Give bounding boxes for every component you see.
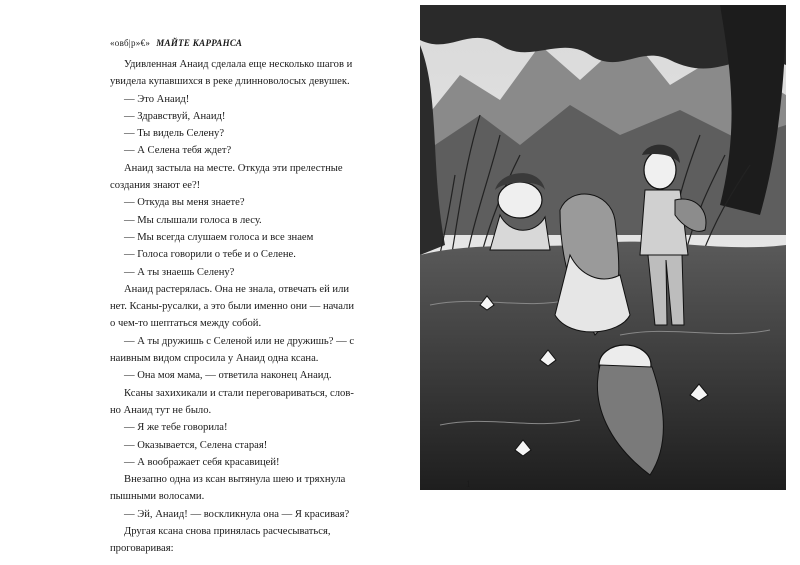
running-head-ornament: «овб|р»€»	[110, 38, 151, 48]
text-line: пышными волосами.	[110, 491, 205, 503]
text-line: — Мы слышали голоса в лесу.	[124, 214, 262, 226]
text-line: — А воображает себя красавицей!	[124, 456, 280, 468]
right-page	[420, 5, 786, 490]
text-line: увидела купавшихся в реке длинноволосых девушек.	[110, 76, 350, 88]
text-line: — Мы всегда слушаем голоса и все знаем	[124, 231, 314, 243]
left-page	[110, 30, 410, 555]
text-line: — А ты дружишь с Селеной или не дружишь? — с	[124, 335, 355, 347]
text-line: — А Селена тебя ждет?	[124, 145, 232, 157]
text-line: — Я же тебе говорила!	[124, 422, 228, 434]
text-line: Удивленная Анаид сделала еще несколько шагов и	[124, 59, 353, 70]
text-line: Ксаны захихикали и стали переговариваться, слов-	[124, 387, 354, 399]
page-number: 1	[466, 479, 471, 489]
text-line: — Откуда вы меня знаете?	[124, 197, 245, 209]
illustration	[420, 5, 786, 490]
text-line: — Оказывается, Селена старая!	[124, 439, 268, 451]
text-line: — Голоса говорили о тебе и о Селене.	[124, 249, 296, 261]
running-head	[110, 38, 242, 48]
text-line: — Это Анаид!	[124, 93, 190, 105]
text-line: но Анаид тут не было.	[110, 404, 212, 416]
text-line: наивным видом спросила у Анаид одна ксана.	[110, 353, 319, 365]
text-line: о чем-то шептаться между собой.	[110, 318, 262, 330]
text-line: Внезапно одна из ксан вытянула шею и тряхнула	[124, 474, 346, 486]
text-line: — Здравствуй, Анаид!	[124, 110, 226, 122]
text-line: Анаид застыла на месте. Откуда эти прелестные	[124, 162, 343, 174]
text-line: — А ты знаешь Селену?	[124, 266, 235, 278]
text-line: — Ты видель Селену?	[124, 128, 225, 140]
text-line: — Эй, Анаид! — воскликнула она — Я красивая?	[124, 508, 350, 520]
text-line: — Она моя мама, — ответила наконец Анаид.	[124, 370, 332, 382]
text-line: Другая ксана снова принялась расчесываться,	[124, 526, 331, 538]
text-line: проговаривая:	[110, 543, 174, 555]
text-line: Анаид растерялась. Она не знала, отвечать ей или	[124, 283, 350, 295]
body-text	[110, 56, 398, 558]
text-line: нет. Ксаны-русалки, а это были именно они — начали	[110, 301, 354, 313]
text-line: создания знают ее?!	[110, 180, 201, 192]
running-head-title: МАЙТЕ КАРРАНСА	[156, 38, 243, 48]
